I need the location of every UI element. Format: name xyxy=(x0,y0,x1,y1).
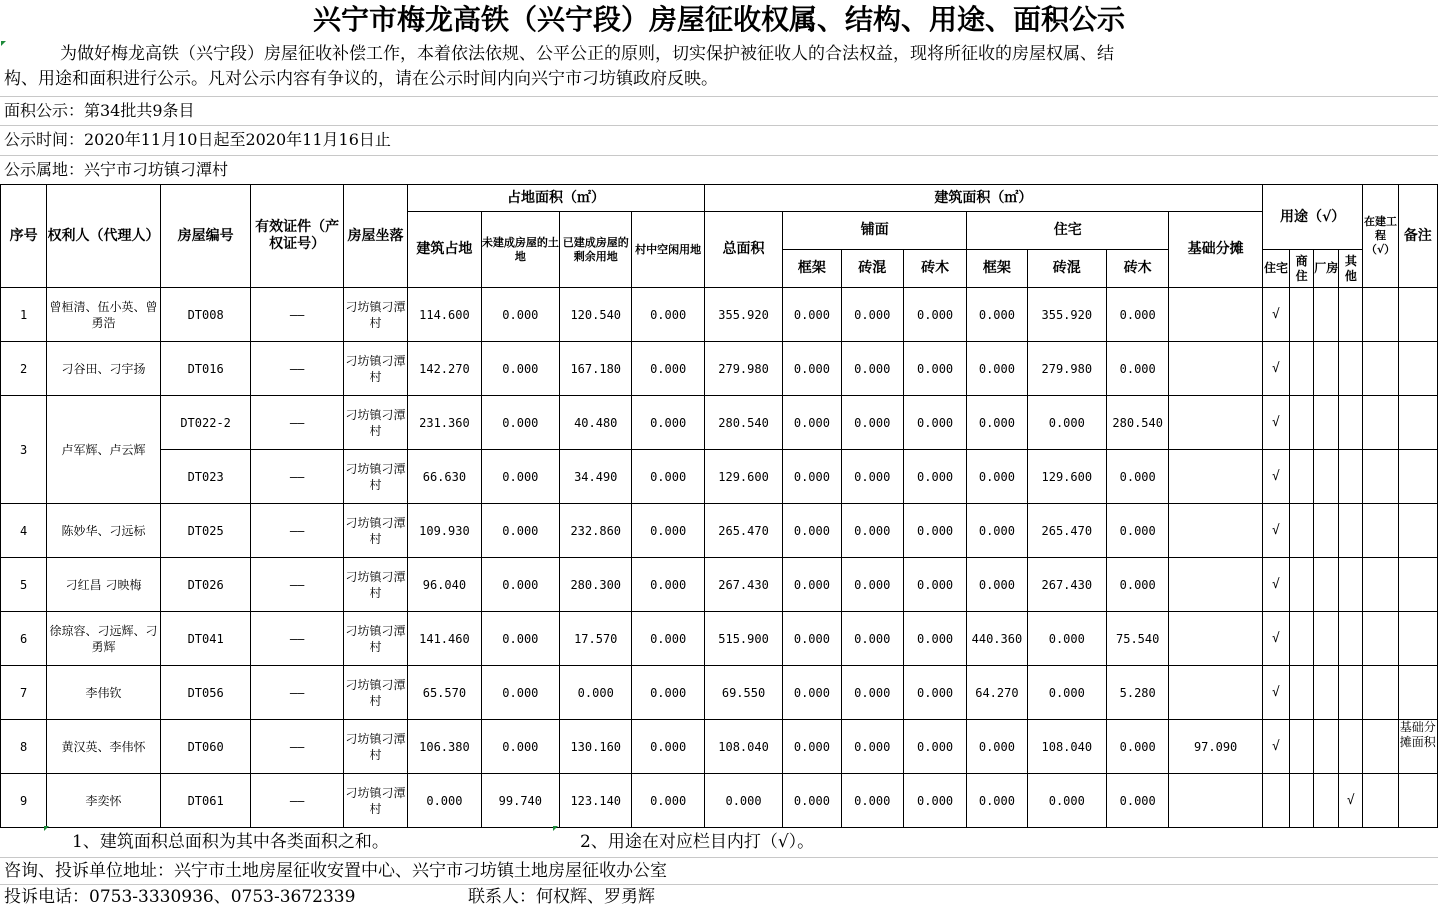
header-land-area: 占地面积（㎡） xyxy=(408,185,705,212)
cell-remark xyxy=(1398,612,1437,666)
cell-land-village: 0.000 xyxy=(632,612,704,666)
cell-total: 515.900 xyxy=(704,612,782,666)
cell-remark xyxy=(1398,558,1437,612)
cell-res-bw: 280.540 xyxy=(1107,396,1169,450)
cell-shop-bw: 0.000 xyxy=(903,396,966,450)
header-shop-bw: 砖木 xyxy=(903,250,966,288)
header-remark: 备注 xyxy=(1398,185,1437,288)
cell-shop-frame: 0.000 xyxy=(783,396,841,450)
cell-res-bw: 0.000 xyxy=(1107,774,1169,828)
cell-total: 267.430 xyxy=(704,558,782,612)
cell-total: 129.600 xyxy=(704,450,782,504)
cell-use-oth: √ xyxy=(1339,774,1363,828)
cell-seq: 2 xyxy=(1,342,47,396)
cell-land-unbuilt: 0.000 xyxy=(481,396,559,450)
cell-res-bw: 0.000 xyxy=(1107,504,1169,558)
header-use-residence: 住宅 xyxy=(1262,250,1289,288)
cell-shop-bc: 0.000 xyxy=(841,774,903,828)
cell-cert: —— xyxy=(251,396,344,450)
cell-use-com xyxy=(1290,396,1314,450)
cell-site: 刁坊镇刁潭村 xyxy=(343,612,407,666)
cell-house-no: DT022-2 xyxy=(160,396,251,450)
cell-res-frame: 0.000 xyxy=(967,774,1027,828)
header-res-bc: 砖混 xyxy=(1027,250,1106,288)
table-row xyxy=(1,288,1438,342)
batch-info: 面积公示：第34批共9条目 xyxy=(4,101,195,120)
area-table xyxy=(0,184,1438,828)
table-row xyxy=(1,450,1438,504)
cell-use-res: √ xyxy=(1262,558,1289,612)
cell-land-remaining: 17.570 xyxy=(560,612,632,666)
header-seq: 序号 xyxy=(1,185,47,288)
cell-land-remaining: 167.180 xyxy=(560,342,632,396)
cell-use-oth xyxy=(1339,720,1363,774)
cell-land-building: 114.600 xyxy=(408,288,481,342)
cell-total: 69.550 xyxy=(704,666,782,720)
cell-shop-frame: 0.000 xyxy=(783,504,841,558)
cell-use-res: √ xyxy=(1262,612,1289,666)
cell-res-bw: 0.000 xyxy=(1107,288,1169,342)
cell-use-com xyxy=(1290,288,1314,342)
intro-line-1: 为做好梅龙高铁（兴宁段）房屋征收补偿工作，本着依法依规、公平公正的原则，切实保护被征收人的合法权益，现将所征收的房屋权属、结 xyxy=(60,44,1114,64)
cell-owner: 刁谷田、刁宇扬 xyxy=(47,342,161,396)
cell-site: 刁坊镇刁潭村 xyxy=(343,666,407,720)
cell-remark xyxy=(1398,396,1437,450)
cell-shop-bw: 0.000 xyxy=(903,666,966,720)
cell-house-no: DT026 xyxy=(160,558,251,612)
cell-res-bc: 0.000 xyxy=(1027,396,1106,450)
cell-shop-bw: 0.000 xyxy=(903,342,966,396)
cell-use-oth xyxy=(1339,666,1363,720)
cell-shop-bw: 0.000 xyxy=(903,612,966,666)
header-under-construction: 在建工程（√） xyxy=(1363,185,1398,288)
cell-res-bc: 0.000 xyxy=(1027,666,1106,720)
cell-seq: 9 xyxy=(1,774,47,828)
cell-cert: —— xyxy=(251,288,344,342)
cell-use-oth xyxy=(1339,612,1363,666)
cell-land-unbuilt: 0.000 xyxy=(481,342,559,396)
cell-res-bc: 129.600 xyxy=(1027,450,1106,504)
footnotes xyxy=(0,828,1438,856)
cell-owner: 卢军辉、卢云辉 xyxy=(47,396,161,504)
cell-land-village: 0.000 xyxy=(632,774,704,828)
cell-use-res: √ xyxy=(1262,396,1289,450)
cell-res-frame: 0.000 xyxy=(967,504,1027,558)
cell-under-constr xyxy=(1363,558,1398,612)
cell-under-constr xyxy=(1363,396,1398,450)
cell-shop-bc: 0.000 xyxy=(841,504,903,558)
cell-use-com xyxy=(1290,612,1314,666)
cell-use-fac xyxy=(1314,504,1339,558)
cell-use-fac xyxy=(1314,558,1339,612)
location-info: 公示属地：兴宁市刁坊镇刁潭村 xyxy=(4,160,229,179)
cell-land-remaining: 232.860 xyxy=(560,504,632,558)
header-residence: 住宅 xyxy=(967,212,1169,250)
cell-house-no: DT056 xyxy=(160,666,251,720)
cell-land-village: 0.000 xyxy=(632,720,704,774)
footnote-2: 2、用途在对应栏目内打（√）。 xyxy=(580,832,815,852)
cell-seq: 1 xyxy=(1,288,47,342)
cell-site: 刁坊镇刁潭村 xyxy=(343,342,407,396)
cell-land-village: 0.000 xyxy=(632,504,704,558)
cell-shop-bw: 0.000 xyxy=(903,774,966,828)
cell-shop-bc: 0.000 xyxy=(841,720,903,774)
cell-house-no: DT041 xyxy=(160,612,251,666)
cell-res-bc: 0.000 xyxy=(1027,612,1106,666)
table-row xyxy=(1,342,1438,396)
header-site: 房屋坐落 xyxy=(343,185,407,288)
cell-cert: —— xyxy=(251,558,344,612)
cell-foundation xyxy=(1169,558,1263,612)
cell-use-res: √ xyxy=(1262,288,1289,342)
cell-remark xyxy=(1398,774,1437,828)
cell-total: 0.000 xyxy=(704,774,782,828)
cell-land-remaining: 120.540 xyxy=(560,288,632,342)
cell-shop-bc: 0.000 xyxy=(841,342,903,396)
contact-phone: 投诉电话：0753-3330936、0753-3672339 xyxy=(4,887,356,907)
cell-seq: 5 xyxy=(1,558,47,612)
cell-owner: 陈妙华、刁远标 xyxy=(47,504,161,558)
cell-land-unbuilt: 0.000 xyxy=(481,666,559,720)
cell-land-remaining: 123.140 xyxy=(560,774,632,828)
cell-foundation xyxy=(1169,612,1263,666)
cell-under-constr xyxy=(1363,342,1398,396)
cell-use-fac xyxy=(1314,450,1339,504)
cell-use-fac xyxy=(1314,396,1339,450)
cell-site: 刁坊镇刁潭村 xyxy=(343,558,407,612)
cell-remark xyxy=(1398,504,1437,558)
cell-shop-bc: 0.000 xyxy=(841,612,903,666)
cell-owner: 徐琼容、刁远辉、刁勇辉 xyxy=(47,612,161,666)
cell-seq: 8 xyxy=(1,720,47,774)
cell-total: 279.980 xyxy=(704,342,782,396)
cell-use-res: √ xyxy=(1262,342,1289,396)
cell-land-unbuilt: 0.000 xyxy=(481,558,559,612)
cell-house-no: DT023 xyxy=(160,450,251,504)
cell-res-frame: 0.000 xyxy=(967,396,1027,450)
cell-use-fac xyxy=(1314,666,1339,720)
cell-shop-bw: 0.000 xyxy=(903,504,966,558)
cell-shop-bw: 0.000 xyxy=(903,720,966,774)
cell-res-bc: 0.000 xyxy=(1027,774,1106,828)
cell-shop-bc: 0.000 xyxy=(841,450,903,504)
cell-cert: —— xyxy=(251,612,344,666)
cell-house-no: DT060 xyxy=(160,720,251,774)
cell-land-building: 109.930 xyxy=(408,504,481,558)
cell-res-bc: 265.470 xyxy=(1027,504,1106,558)
header-use-commercial: 商住 xyxy=(1290,250,1314,288)
cell-site: 刁坊镇刁潭村 xyxy=(343,720,407,774)
cell-seq: 4 xyxy=(1,504,47,558)
cell-land-unbuilt: 99.740 xyxy=(481,774,559,828)
cell-use-fac xyxy=(1314,612,1339,666)
cell-land-remaining: 130.160 xyxy=(560,720,632,774)
cell-land-building: 141.460 xyxy=(408,612,481,666)
cell-seq: 6 xyxy=(1,612,47,666)
cell-land-remaining: 0.000 xyxy=(560,666,632,720)
header-land-building: 建筑占地 xyxy=(408,212,481,288)
header-usage: 用途（√） xyxy=(1262,185,1363,250)
cell-land-unbuilt: 0.000 xyxy=(481,504,559,558)
cell-res-frame: 0.000 xyxy=(967,342,1027,396)
cell-land-village: 0.000 xyxy=(632,288,704,342)
cell-remark: 基础分摊面积 xyxy=(1398,720,1437,774)
header-build-total: 总面积 xyxy=(704,212,782,288)
cell-foundation xyxy=(1169,288,1263,342)
cell-under-constr xyxy=(1363,774,1398,828)
cell-shop-frame: 0.000 xyxy=(783,450,841,504)
cell-shop-bc: 0.000 xyxy=(841,288,903,342)
cell-land-building: 66.630 xyxy=(408,450,481,504)
cell-use-fac xyxy=(1314,342,1339,396)
cell-house-no: DT016 xyxy=(160,342,251,396)
cell-site: 刁坊镇刁潭村 xyxy=(343,504,407,558)
cell-site: 刁坊镇刁潭村 xyxy=(343,774,407,828)
cell-under-constr xyxy=(1363,720,1398,774)
contact-address: 咨询、投诉单位地址：兴宁市土地房屋征收安置中心、兴宁市刁坊镇土地房屋征收办公室 xyxy=(4,861,667,881)
cell-use-res xyxy=(1262,774,1289,828)
cell-foundation xyxy=(1169,450,1263,504)
cell-res-frame: 440.360 xyxy=(967,612,1027,666)
cell-shop-frame: 0.000 xyxy=(783,288,841,342)
cell-use-res: √ xyxy=(1262,666,1289,720)
cell-land-building: 0.000 xyxy=(408,774,481,828)
cell-land-remaining: 280.300 xyxy=(560,558,632,612)
cell-under-constr xyxy=(1363,666,1398,720)
cell-land-unbuilt: 0.000 xyxy=(481,720,559,774)
header-res-frame: 框架 xyxy=(967,250,1027,288)
header-land-village: 村中空闲用地 xyxy=(632,212,704,288)
table-row xyxy=(1,504,1438,558)
header-land-remaining: 已建成房屋的剩余用地 xyxy=(560,212,632,288)
cell-cert: —— xyxy=(251,342,344,396)
cell-land-remaining: 34.490 xyxy=(560,450,632,504)
cell-shop-bw: 0.000 xyxy=(903,558,966,612)
table-row xyxy=(1,558,1438,612)
table-row xyxy=(1,720,1438,774)
cell-foundation xyxy=(1169,342,1263,396)
header-owner: 权利人（代理人） xyxy=(47,185,161,288)
header-use-factory: 厂房 xyxy=(1314,250,1339,288)
cell-foundation xyxy=(1169,666,1263,720)
cell-shop-bw: 0.000 xyxy=(903,450,966,504)
cell-land-building: 96.040 xyxy=(408,558,481,612)
cell-owner: 李奕怀 xyxy=(47,774,161,828)
cell-land-building: 231.360 xyxy=(408,396,481,450)
header-land-unbuilt: 未建成房屋的土地 xyxy=(481,212,559,288)
cell-land-unbuilt: 0.000 xyxy=(481,612,559,666)
cell-shop-frame: 0.000 xyxy=(783,558,841,612)
cell-owner: 曾桓清、伍小英、曾勇浩 xyxy=(47,288,161,342)
cell-use-oth xyxy=(1339,558,1363,612)
cell-under-constr xyxy=(1363,450,1398,504)
intro-paragraph xyxy=(4,42,1434,94)
cell-use-res: √ xyxy=(1262,720,1289,774)
cell-owner: 刁红昌 刁映梅 xyxy=(47,558,161,612)
cell-house-no: DT025 xyxy=(160,504,251,558)
cell-res-frame: 0.000 xyxy=(967,558,1027,612)
cell-use-com xyxy=(1290,504,1314,558)
table-body xyxy=(1,288,1438,828)
cell-cert: —— xyxy=(251,666,344,720)
cell-use-res: √ xyxy=(1262,504,1289,558)
header-house-no: 房屋编号 xyxy=(160,185,251,288)
table-row xyxy=(1,396,1438,450)
cell-res-bw: 0.000 xyxy=(1107,720,1169,774)
header-cert: 有效证件（产权证号） xyxy=(251,185,344,288)
cell-use-com xyxy=(1290,342,1314,396)
cell-shop-frame: 0.000 xyxy=(783,612,841,666)
intro-line-2: 构、用途和面积进行公示。凡对公示内容有争议的，请在公示时间内向兴宁市刁坊镇政府反映。 xyxy=(4,69,718,89)
header-shop-bc: 砖混 xyxy=(841,250,903,288)
cell-res-bw: 5.280 xyxy=(1107,666,1169,720)
cell-land-village: 0.000 xyxy=(632,450,704,504)
cell-res-bw: 0.000 xyxy=(1107,450,1169,504)
header-use-other: 其他 xyxy=(1339,250,1363,288)
header-build-area: 建筑面积（㎡） xyxy=(704,185,1262,212)
contact-person: 联系人：何权辉、罗勇辉 xyxy=(468,887,655,907)
cell-total: 265.470 xyxy=(704,504,782,558)
cell-remark xyxy=(1398,342,1437,396)
cell-land-unbuilt: 0.000 xyxy=(481,288,559,342)
cell-seq: 7 xyxy=(1,666,47,720)
cell-res-bc: 355.920 xyxy=(1027,288,1106,342)
period-info: 公示时间：2020年11月10日起至2020年11月16日止 xyxy=(4,130,391,149)
cell-foundation xyxy=(1169,396,1263,450)
cell-shop-frame: 0.000 xyxy=(783,342,841,396)
cell-res-bc: 279.980 xyxy=(1027,342,1106,396)
header-foundation: 基础分摊 xyxy=(1169,212,1263,288)
cell-foundation xyxy=(1169,774,1263,828)
cell-res-bw: 0.000 xyxy=(1107,558,1169,612)
cell-use-fac xyxy=(1314,774,1339,828)
cell-land-village: 0.000 xyxy=(632,666,704,720)
cell-res-frame: 0.000 xyxy=(967,288,1027,342)
cell-res-frame: 64.270 xyxy=(967,666,1027,720)
cell-site: 刁坊镇刁潭村 xyxy=(343,450,407,504)
cell-res-bc: 267.430 xyxy=(1027,558,1106,612)
cell-land-village: 0.000 xyxy=(632,342,704,396)
header-shop: 铺面 xyxy=(783,212,967,250)
header-shop-frame: 框架 xyxy=(783,250,841,288)
cell-shop-bc: 0.000 xyxy=(841,558,903,612)
cell-res-frame: 0.000 xyxy=(967,720,1027,774)
footnote-1: 1、建筑面积总面积为其中各类面积之和。 xyxy=(72,832,389,852)
cell-land-building: 106.380 xyxy=(408,720,481,774)
table-row xyxy=(1,774,1438,828)
cell-cert: —— xyxy=(251,504,344,558)
cell-total: 355.920 xyxy=(704,288,782,342)
cell-use-res: √ xyxy=(1262,450,1289,504)
cell-use-fac xyxy=(1314,288,1339,342)
cell-shop-bw: 0.000 xyxy=(903,288,966,342)
cell-foundation xyxy=(1169,504,1263,558)
cell-owner: 李伟钦 xyxy=(47,666,161,720)
cell-use-com xyxy=(1290,720,1314,774)
cell-remark xyxy=(1398,450,1437,504)
cell-land-village: 0.000 xyxy=(632,558,704,612)
header-res-bw: 砖木 xyxy=(1107,250,1169,288)
cell-res-bc: 108.040 xyxy=(1027,720,1106,774)
table-row xyxy=(1,666,1438,720)
page-title: 兴宁市梅龙高铁（兴宁段）房屋征收权属、结构、用途、面积公示 xyxy=(312,3,1125,36)
cell-shop-frame: 0.000 xyxy=(783,720,841,774)
cell-cert: —— xyxy=(251,774,344,828)
cell-remark xyxy=(1398,666,1437,720)
cell-res-bw: 75.540 xyxy=(1107,612,1169,666)
cell-under-constr xyxy=(1363,288,1398,342)
cell-total: 280.540 xyxy=(704,396,782,450)
table-row xyxy=(1,612,1438,666)
cell-land-remaining: 40.480 xyxy=(560,396,632,450)
cell-land-building: 65.570 xyxy=(408,666,481,720)
cell-land-village: 0.000 xyxy=(632,396,704,450)
cell-shop-bc: 0.000 xyxy=(841,666,903,720)
cell-shop-frame: 0.000 xyxy=(783,666,841,720)
cell-res-frame: 0.000 xyxy=(967,450,1027,504)
cell-under-constr xyxy=(1363,612,1398,666)
cell-seq: 3 xyxy=(1,396,47,504)
cell-res-bw: 0.000 xyxy=(1107,342,1169,396)
cell-cert: —— xyxy=(251,450,344,504)
cell-remark xyxy=(1398,288,1437,342)
cell-land-unbuilt: 0.000 xyxy=(481,450,559,504)
cell-use-oth xyxy=(1339,396,1363,450)
cell-use-oth xyxy=(1339,342,1363,396)
cell-under-constr xyxy=(1363,504,1398,558)
cell-use-com xyxy=(1290,558,1314,612)
cell-total: 108.040 xyxy=(704,720,782,774)
cell-shop-bc: 0.000 xyxy=(841,396,903,450)
cell-use-oth xyxy=(1339,288,1363,342)
cell-use-com xyxy=(1290,450,1314,504)
cell-land-building: 142.270 xyxy=(408,342,481,396)
cell-use-oth xyxy=(1339,504,1363,558)
cell-cert: —— xyxy=(251,720,344,774)
cell-use-com xyxy=(1290,774,1314,828)
cell-site: 刁坊镇刁潭村 xyxy=(343,288,407,342)
cell-site: 刁坊镇刁潭村 xyxy=(343,396,407,450)
cell-owner: 黄汉英、李伟怀 xyxy=(47,720,161,774)
cell-use-fac xyxy=(1314,720,1339,774)
cell-house-no: DT008 xyxy=(160,288,251,342)
cell-use-com xyxy=(1290,666,1314,720)
cell-shop-frame: 0.000 xyxy=(783,774,841,828)
cell-use-oth xyxy=(1339,450,1363,504)
cell-foundation: 97.090 xyxy=(1169,720,1263,774)
cell-house-no: DT061 xyxy=(160,774,251,828)
